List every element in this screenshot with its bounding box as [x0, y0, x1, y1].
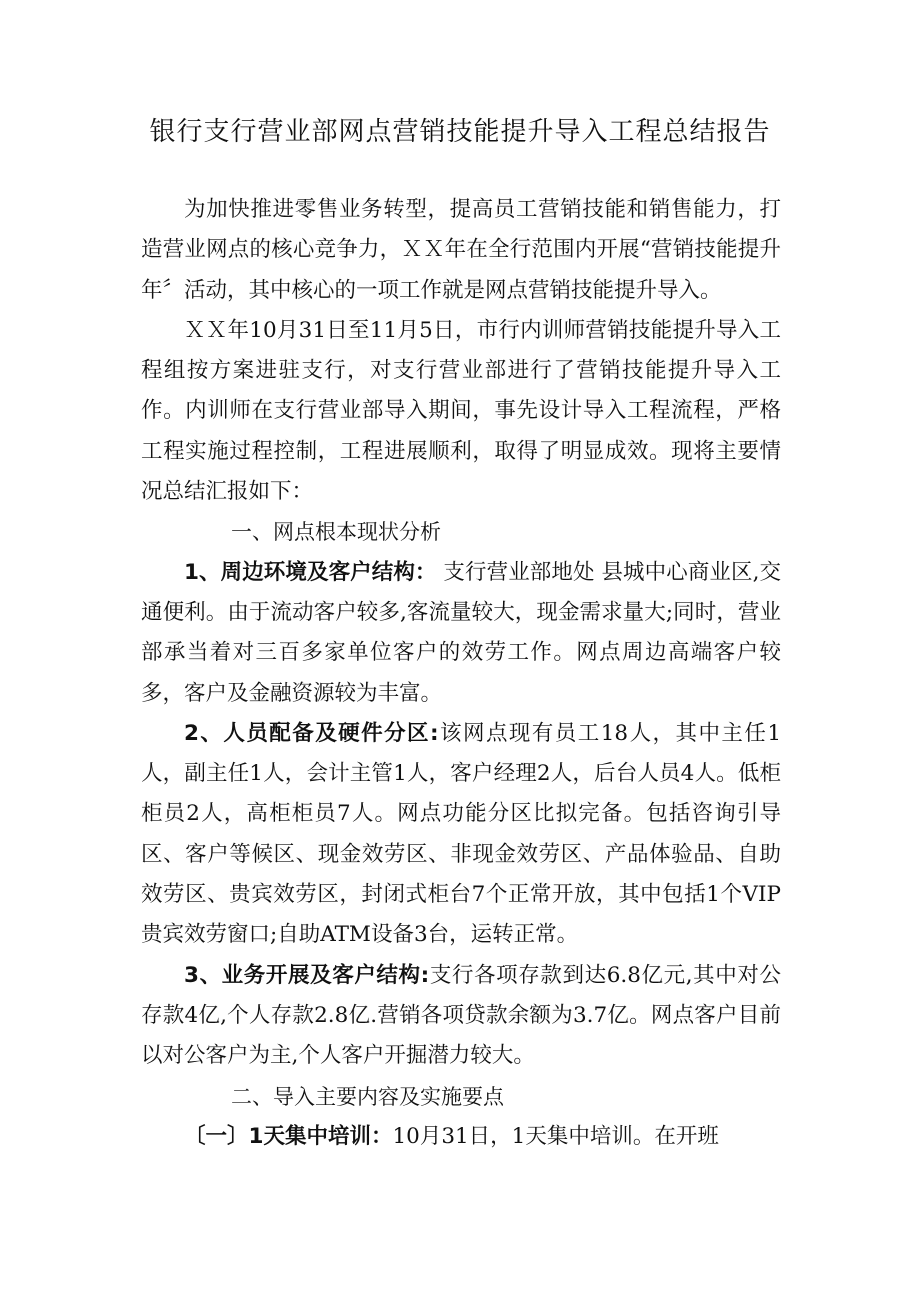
paragraph-environment: [141, 553, 781, 714]
paragraph-text: 该网点现有员工18人，其中主任1人，副主任1人，会计主管1人，客户经理2人，后台人员4人。低柜柜员2人，高柜柜员7人。网点功能分区比拟完备。包括咨询引导区、客户等候区、现金效劳区、非现金效劳区、产品体验品、自助效劳区、贵宾效劳区，封闭式柜台7个正常开放，其中包括1个VIP贵宾效劳窗口;自助ATM设备3台，运转正常。: [141, 720, 781, 948]
paragraph-business: [141, 956, 781, 1077]
section-heading-content: 二、导入主要内容及实施要点: [231, 1084, 504, 1109]
paragraph-text: 支行营业部地处 县城中心商业区,交通便利。由于流动客户较多,客流量较大，现金需求量大;同时，营业部承当着对三百多家单位客户的效劳工作。网点周边高端客户较多，客户及金融资源较为丰富。: [141, 559, 781, 706]
paragraph-lead: 1、周边环境及客户结构：: [184, 559, 437, 585]
document-title: 银行支行营业部网点营销技能提升导入工程总结报告: [149, 117, 771, 147]
paragraph-text: 10月31日，1天集中培训。在开班: [392, 1123, 719, 1149]
paragraph-staffing: [141, 714, 781, 956]
intro-paragraph: 为加快推进零售业务转型，提高员工营销技能和销售能力，打造营业网点的核心竞争力，ＸＸ年在全行范围内开展“营销技能提升年〞活动，其中核心的一项工作就是网点营销技能提升导入。: [141, 197, 781, 303]
paragraph-training: [141, 1117, 781, 1157]
section-heading-status: 一、网点根本现状分析: [231, 520, 441, 545]
document-body: [141, 190, 781, 1157]
overview-paragraph: ＸＸ年10月31日至11月5日，市行内训师营销技能提升导入工程组按方案进驻支行，对支行营业部进行了营销技能提升导入工作。内训师在支行营业部导入期间，事先设计导入工程流程，严格工程实施过程控制，工程进展顺利，取得了明显成效。现将主要情况总结汇报如下：: [141, 317, 781, 505]
paragraph-lead: 2、人员配备及硬件分区:: [184, 720, 439, 746]
paragraph-lead: 3、业务开展及客户结构:: [184, 962, 430, 988]
paragraph-lead: 〔一〕1天集中培训：: [184, 1123, 393, 1149]
paragraph-text: 支行各项存款到达6.8亿元,其中对公存款4亿,个人存款2.8亿.营销各项贷款余额为3.7亿。网点客户目前以对公客户为主,个人客户开掘潜力较大。: [141, 962, 782, 1069]
